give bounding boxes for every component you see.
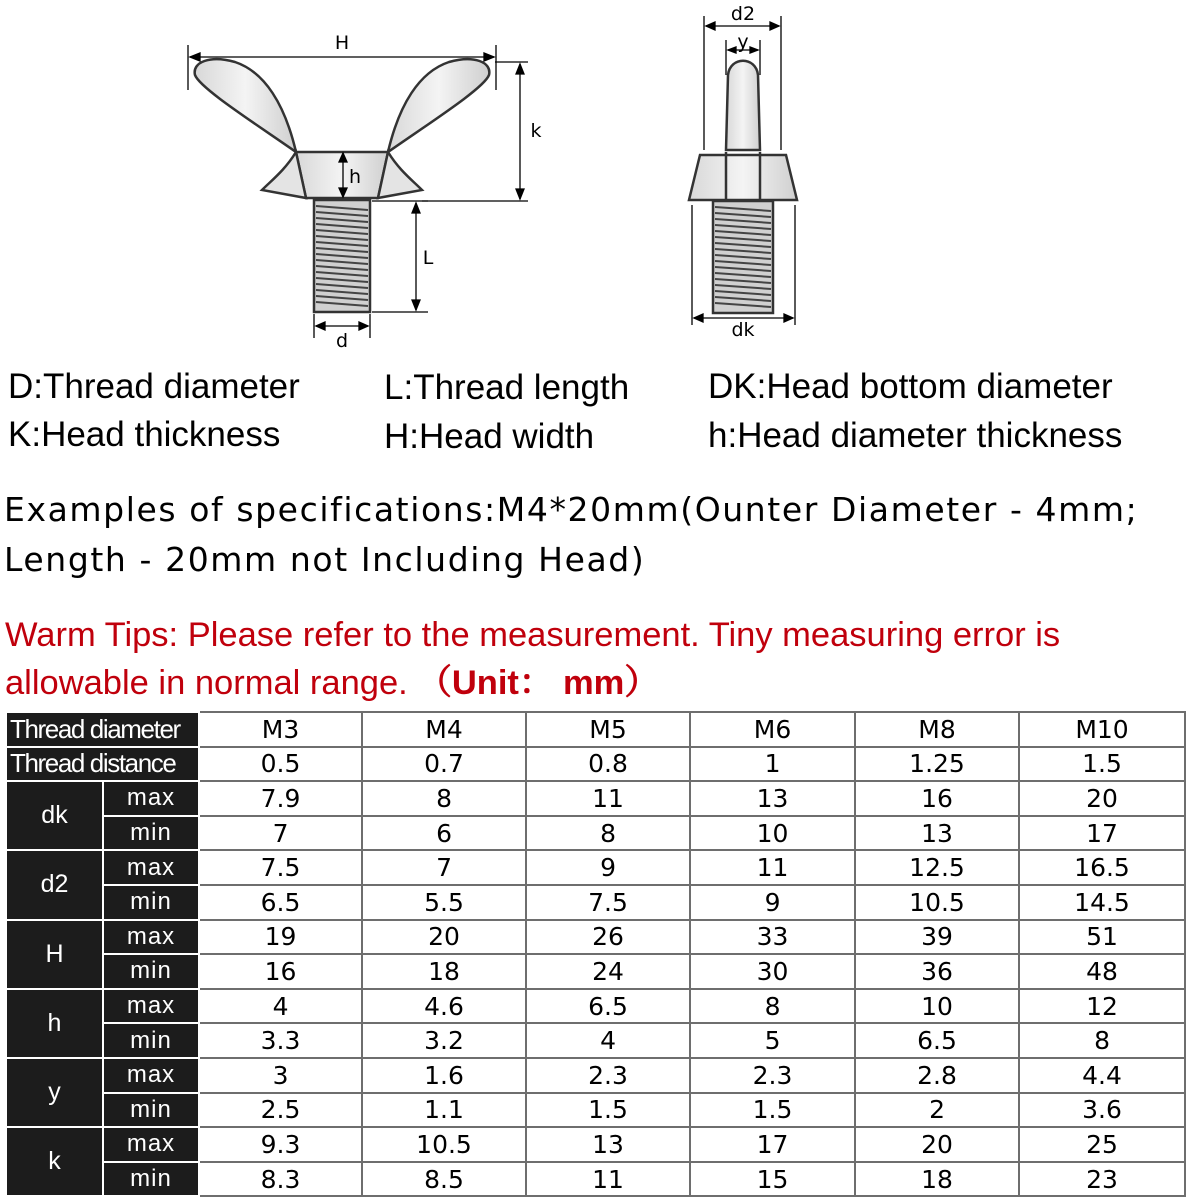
value-cell: 2.3 xyxy=(526,1058,690,1093)
value-cell: 3.3 xyxy=(199,1023,362,1058)
value-cell: 10 xyxy=(690,816,855,851)
pitch-cell: 1.25 xyxy=(855,747,1019,782)
value-cell: 7.5 xyxy=(526,885,690,920)
value-cell: 16 xyxy=(855,781,1019,816)
value-cell: 8.5 xyxy=(362,1162,526,1197)
value-cell: 3.2 xyxy=(362,1023,526,1058)
value-cell: 24 xyxy=(526,954,690,989)
group-label-dk: dk xyxy=(6,781,103,850)
table-row-d2-min xyxy=(6,885,1185,920)
side-thread-shank xyxy=(713,201,773,313)
tips-line-1: Warm Tips: Please refer to the measurement. Tiny measuring error is xyxy=(5,616,1061,654)
value-cell: 8 xyxy=(526,816,690,851)
value-cell: 10.5 xyxy=(855,885,1019,920)
value-cell: 2.5 xyxy=(199,1093,362,1128)
label-L: L xyxy=(422,247,434,269)
min-label: min xyxy=(103,885,199,920)
table-row-H-max xyxy=(6,920,1185,955)
value-cell: 6.5 xyxy=(199,885,362,920)
label-y: y xyxy=(737,31,749,53)
label-d: d xyxy=(335,330,349,352)
value-cell: 3.6 xyxy=(1019,1093,1185,1128)
value-cell: 39 xyxy=(855,920,1019,955)
table-row-dk-min xyxy=(6,816,1185,851)
value-cell: 20 xyxy=(1019,781,1185,816)
value-cell: 17 xyxy=(690,1127,855,1162)
table-row-h-min xyxy=(6,1023,1185,1058)
value-cell: 26 xyxy=(526,920,690,955)
value-cell: 20 xyxy=(855,1127,1019,1162)
table-row-H-min xyxy=(6,954,1185,989)
pitch-cell: 0.5 xyxy=(199,747,362,782)
header-thread-diameter: Thread diameter xyxy=(6,712,199,747)
legend-head-bottom-diameter: DK:Head bottom diameter xyxy=(708,367,1113,406)
pitch-cell: 0.8 xyxy=(526,747,690,782)
value-cell: 25 xyxy=(1019,1127,1185,1162)
min-label: min xyxy=(103,1093,199,1128)
legend-thread-diameter: D:Thread diameter xyxy=(8,367,300,406)
value-cell: 8 xyxy=(1019,1023,1185,1058)
size-cell: M8 xyxy=(855,712,1019,747)
value-cell: 16.5 xyxy=(1019,850,1185,885)
value-cell: 3 xyxy=(199,1058,362,1093)
tips-unit: （Unit： mm） xyxy=(417,664,659,702)
value-cell: 9 xyxy=(526,850,690,885)
value-cell: 23 xyxy=(1019,1162,1185,1197)
value-cell: 18 xyxy=(855,1162,1019,1197)
size-cell: M4 xyxy=(362,712,526,747)
min-label: min xyxy=(103,1023,199,1058)
value-cell: 14.5 xyxy=(1019,885,1185,920)
value-cell: 7.5 xyxy=(199,850,362,885)
table-row-sizes xyxy=(6,712,1185,747)
wing-screw-drawing xyxy=(0,0,1188,360)
example-line-1: Examples of specifications:M4*20mm(Ounter Diameter - 4mm; xyxy=(4,490,1139,529)
legend-head-thickness: K:Head thickness xyxy=(8,415,281,454)
label-H: H xyxy=(334,32,350,54)
min-label: min xyxy=(103,954,199,989)
max-label: max xyxy=(103,1058,199,1093)
max-label: max xyxy=(103,989,199,1024)
value-cell: 2 xyxy=(855,1093,1019,1128)
group-label-y: y xyxy=(6,1058,103,1127)
max-label: max xyxy=(103,1127,199,1162)
tips-line-2 xyxy=(5,659,1060,707)
value-cell: 4 xyxy=(199,989,362,1024)
thread-shank xyxy=(314,200,370,312)
size-cell: M3 xyxy=(199,712,362,747)
min-label: min xyxy=(103,1162,199,1197)
value-cell: 9 xyxy=(690,885,855,920)
max-label: max xyxy=(103,781,199,816)
value-cell: 15 xyxy=(690,1162,855,1197)
value-cell: 11 xyxy=(690,850,855,885)
max-label: max xyxy=(103,920,199,955)
value-cell: 11 xyxy=(526,1162,690,1197)
group-label-k: k xyxy=(6,1127,103,1196)
value-cell: 6.5 xyxy=(855,1023,1019,1058)
value-cell: 10 xyxy=(855,989,1019,1024)
example-line-2: Length - 20mm not Including Head) xyxy=(4,540,646,579)
value-cell: 13 xyxy=(690,781,855,816)
value-cell: 17 xyxy=(1019,816,1185,851)
size-cell: M5 xyxy=(526,712,690,747)
max-label: max xyxy=(103,850,199,885)
value-cell: 30 xyxy=(690,954,855,989)
min-label: min xyxy=(103,816,199,851)
value-cell: 8 xyxy=(690,989,855,1024)
table-row-dk-max xyxy=(6,781,1185,816)
value-cell: 4.4 xyxy=(1019,1058,1185,1093)
value-cell: 1.6 xyxy=(362,1058,526,1093)
value-cell: 1.5 xyxy=(690,1093,855,1128)
size-cell: M10 xyxy=(1019,712,1185,747)
value-cell: 9.3 xyxy=(199,1127,362,1162)
value-cell: 13 xyxy=(526,1127,690,1162)
tips-line-2-text: allowable in normal range. xyxy=(5,664,408,702)
value-cell: 8.3 xyxy=(199,1162,362,1197)
value-cell: 10.5 xyxy=(362,1127,526,1162)
value-cell: 20 xyxy=(362,920,526,955)
pitch-cell: 0.7 xyxy=(362,747,526,782)
value-cell: 13 xyxy=(855,816,1019,851)
spec-table-body xyxy=(6,712,1185,1196)
value-cell: 7 xyxy=(362,850,526,885)
value-cell: 8 xyxy=(362,781,526,816)
value-cell: 36 xyxy=(855,954,1019,989)
legend-head-width: H:Head width xyxy=(384,417,595,456)
value-cell: 2.3 xyxy=(690,1058,855,1093)
header-thread-distance: Thread distance xyxy=(6,747,199,782)
front-view xyxy=(188,32,542,352)
value-cell: 2.8 xyxy=(855,1058,1019,1093)
value-cell: 12.5 xyxy=(855,850,1019,885)
table-row-h-max xyxy=(6,989,1185,1024)
value-cell: 19 xyxy=(199,920,362,955)
value-cell: 16 xyxy=(199,954,362,989)
value-cell: 12 xyxy=(1019,989,1185,1024)
warm-tips xyxy=(5,611,1060,707)
value-cell: 6.5 xyxy=(526,989,690,1024)
value-cell: 1.5 xyxy=(526,1093,690,1128)
legend-head-diameter-thickness: h:Head diameter thickness xyxy=(708,416,1123,455)
size-cell: M6 xyxy=(690,712,855,747)
legend-col-1 xyxy=(8,367,300,455)
specification-table xyxy=(5,711,1186,1197)
legend-col-2 xyxy=(384,368,629,457)
pitch-cell: 1.5 xyxy=(1019,747,1185,782)
value-cell: 11 xyxy=(526,781,690,816)
table-row-y-min xyxy=(6,1093,1185,1128)
table-row-y-max xyxy=(6,1058,1185,1093)
group-label-d2: d2 xyxy=(6,850,103,919)
legend-col-3 xyxy=(708,367,1122,456)
table-row-k-min xyxy=(6,1162,1185,1197)
side-view xyxy=(689,3,797,341)
label-h: h xyxy=(348,166,362,188)
legend-thread-length: L:Thread length xyxy=(384,368,630,407)
group-label-h: h xyxy=(6,989,103,1058)
value-cell: 7.9 xyxy=(199,781,362,816)
value-cell: 18 xyxy=(362,954,526,989)
value-cell: 33 xyxy=(690,920,855,955)
table-row-pitch xyxy=(6,747,1185,782)
pitch-cell: 1 xyxy=(690,747,855,782)
group-label-H: H xyxy=(6,920,103,989)
value-cell: 1.1 xyxy=(362,1093,526,1128)
value-cell: 48 xyxy=(1019,954,1185,989)
label-dk: dk xyxy=(731,319,755,341)
value-cell: 4 xyxy=(526,1023,690,1058)
value-cell: 51 xyxy=(1019,920,1185,955)
dimension-L xyxy=(372,201,428,312)
value-cell: 4.6 xyxy=(362,989,526,1024)
value-cell: 5 xyxy=(690,1023,855,1058)
value-cell: 6 xyxy=(362,816,526,851)
label-d2: d2 xyxy=(730,3,756,25)
value-cell: 5.5 xyxy=(362,885,526,920)
label-k: k xyxy=(530,120,542,142)
wing-head-outline xyxy=(195,59,490,198)
value-cell: 7 xyxy=(199,816,362,851)
specification-example xyxy=(4,485,1138,585)
table-row-k-max xyxy=(6,1127,1185,1162)
table-row-d2-max xyxy=(6,850,1185,885)
